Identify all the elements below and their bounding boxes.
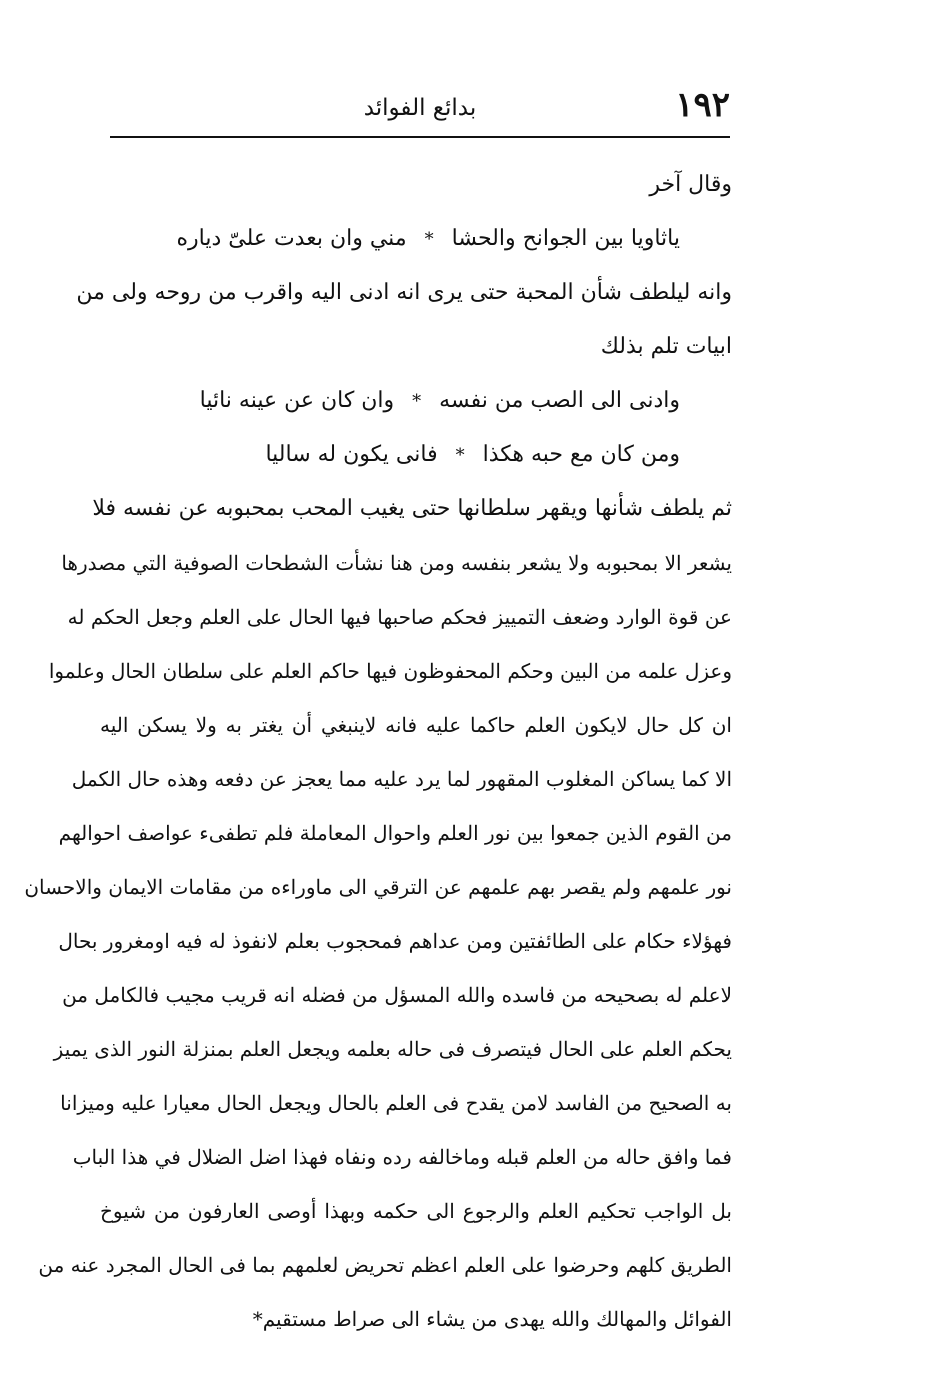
verse-line [100, 428, 732, 482]
verse-line [100, 374, 732, 428]
verse-hemistich-first: ياثاويا بين الجوانح والحشا [451, 226, 680, 251]
text-line: يحكم العلم على الحال فيتصرف فى حاله بعلمه ويجعل العلم بمنزلة النور الذى يميز [53, 1037, 732, 1061]
text-line: ان كل حال لايكون العلم حاكما عليه فانه لاينبغي أن يغتر به ولا يسكن اليه [100, 713, 732, 737]
page-header [110, 82, 730, 134]
text-line: لاعلم له بصحيحه من فاسده والله المسؤل من فضله انه قريب مجيب فالكامل من [62, 983, 732, 1007]
running-title: بدائع الفوائد [363, 95, 477, 121]
text-line: الفوائل والمهالك والله يهدى من يشاء الى صراط مستقيم* [252, 1307, 732, 1331]
text-line: وانه ليلطف شأن المحبة حتى يرى انه ادنى اليه واقرب من روحه ولى من [76, 280, 732, 305]
verse-separator: * [424, 229, 434, 250]
text-line: به الصحيح من الفاسد لامن يقدح فى العلم بالحال ويجعل الحال معيارا عليه وميزانا [60, 1091, 732, 1115]
verse-hemistich-second: مني وان بعدت علىّ دياره [176, 226, 407, 251]
text-line: فما وافق حاله من العلم قبله وماخالفه رده ونفاه فهذا اضل الضلال في هذا الباب [72, 1145, 732, 1169]
text-line: بل الواجب تحكيم العلم والرجوع الى حكمه وبهذا أوصى العارفون من شيوخ [100, 1199, 732, 1223]
text-line: عن قوة الوارد وضعف التمييز فحكم صاحبها فيها الحال على العلم وجعل الحكم له [67, 605, 732, 629]
text-line: يشعر الا بمحبوبه ولا يشعر بنفسه ومن هنا نشأت الشطحات الصوفية التي مصدرها [61, 551, 732, 575]
text-line: من القوم الذين جمعوا بين نور العلم واحوال المعاملة فلم تطفىء عواصف احوالهم [58, 821, 732, 845]
text-line: الا كما يساكن المغلوب المقهور لما يرد عليه مما يعجز عن دفعه وهذه حال الكمل [71, 767, 732, 791]
page-number: ١٩٢ [675, 85, 730, 125]
page-body [24, 158, 732, 1346]
verse-separator: * [412, 391, 422, 412]
intro-line: وقال آخر [649, 172, 732, 197]
text-line: وعزل علمه من البين وحكم المحفوظون فيها حاكم العلم على سلطان الحال وعلموا [48, 659, 732, 683]
text-line: ثم يلطف شأنها ويقهر سلطانها حتى يغيب المحب بمحبوبه عن نفسه فلا [92, 496, 732, 521]
verse-hemistich-first: ومن كان مع حبه هكذا [482, 442, 680, 467]
verse-separator: * [455, 445, 465, 466]
text-line: نور علمهم ولم يقصر بهم علمهم عن الترقي الى ماوراءه من مقامات الايمان والاحسان [24, 875, 732, 899]
text-line: ابيات تلم بذلك [600, 334, 732, 359]
text-line: الطريق كلهم وحرضوا على العلم اعظم تحريض لعلمهم بما فى الحال المجرد عنه من [38, 1253, 732, 1277]
verse-hemistich-second: وان كان عن عينه نائيا [199, 388, 395, 413]
verse-hemistich-second: فانى يكون له ساليا [265, 442, 438, 467]
text-line: فهؤلاء حكام على الطائفتين ومن عداهم فمحجوب بعلم لانفوذ له فيه اومغرور بحال [58, 929, 732, 953]
verse-hemistich-first: وادنى الى الصب من نفسه [439, 388, 680, 413]
header-rule [110, 136, 730, 138]
verse-line [100, 212, 732, 266]
